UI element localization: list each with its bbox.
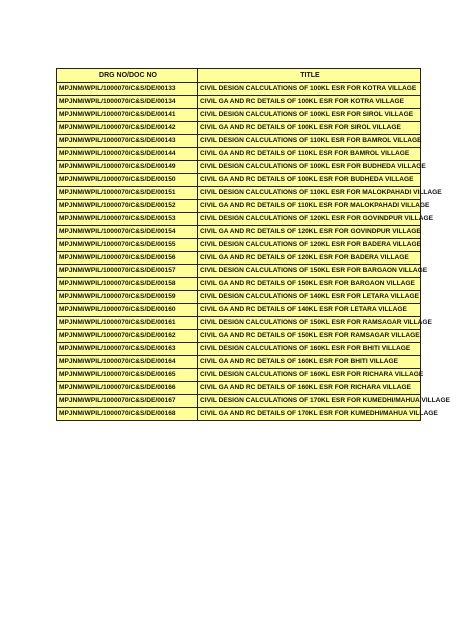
drg-no-cell[interactable]: MPJNM/WPIL/1000070/C&S/DE/00158 (57, 278, 198, 291)
drg-no-cell[interactable]: MPJNM/WPIL/1000070/C&S/DE/00168 (57, 408, 198, 421)
table-row (57, 304, 421, 317)
table-row (57, 356, 421, 369)
table-row (57, 382, 421, 395)
table-row (57, 122, 421, 135)
table-row (57, 395, 421, 408)
table-row (57, 213, 421, 226)
title-cell[interactable]: CIVIL DESIGN CALCULATIONS OF 100KL ESR FOR KOTRA VILLAGE (198, 83, 421, 96)
title-cell[interactable]: CIVIL DESIGN CALCULATIONS OF 110KL ESR FOR MALOKPAHADI VILLAGE (198, 187, 421, 200)
title-cell[interactable]: CIVIL GA AND RC DETAILS OF 110KL ESR FOR MALOKPAHADI VILLAGE (198, 200, 421, 213)
table-row (57, 148, 421, 161)
drg-no-cell[interactable]: MPJNM/WPIL/1000070/C&S/DE/00142 (57, 122, 198, 135)
table-row (57, 83, 421, 96)
title-cell[interactable]: CIVIL GA AND RC DETAILS OF 120KL ESR FOR BADERA VILLAGE (198, 252, 421, 265)
table-row (57, 278, 421, 291)
title-cell[interactable]: CIVIL GA AND RC DETAILS OF 150KL ESR FOR BARGAON VILLAGE (198, 278, 421, 291)
table-row (57, 239, 421, 252)
title-cell[interactable]: CIVIL DESIGN CALCULATIONS OF 120KL ESR FOR GOVINDPUR VILLAGE (198, 213, 421, 226)
table-row (57, 252, 421, 265)
title-cell[interactable]: CIVIL GA AND RC DETAILS OF 110KL ESR FOR BAMROL VILLAGE (198, 148, 421, 161)
drg-no-cell[interactable]: MPJNM/WPIL/1000070/C&S/DE/00156 (57, 252, 198, 265)
drg-no-cell[interactable]: MPJNM/WPIL/1000070/C&S/DE/00143 (57, 135, 198, 148)
drg-no-cell[interactable]: MPJNM/WPIL/1000070/C&S/DE/00154 (57, 226, 198, 239)
drg-no-cell[interactable]: MPJNM/WPIL/1000070/C&S/DE/00162 (57, 330, 198, 343)
table-row (57, 291, 421, 304)
drg-no-cell[interactable]: MPJNM/WPIL/1000070/C&S/DE/00161 (57, 317, 198, 330)
title-cell[interactable]: CIVIL DESIGN CALCULATIONS OF 110KL ESR FOR BAMROL VILLAGE (198, 135, 421, 148)
column-header-title[interactable]: TITLE (198, 69, 421, 83)
title-cell[interactable]: CIVIL DESIGN CALCULATIONS OF 100KL ESR FOR SIROL VILLAGE (198, 109, 421, 122)
drawing-register-table (56, 68, 450, 421)
drg-no-cell[interactable]: MPJNM/WPIL/1000070/C&S/DE/00167 (57, 395, 198, 408)
drg-no-cell[interactable]: MPJNM/WPIL/1000070/C&S/DE/00163 (57, 343, 198, 356)
header-row (57, 69, 421, 83)
title-cell[interactable]: CIVIL DESIGN CALCULATIONS OF 120KL ESR FOR BADERA VILLAGE (198, 239, 421, 252)
title-cell[interactable]: CIVIL GA AND RC DETAILS OF 100KL ESR FOR KOTRA VILLAGE (198, 96, 421, 109)
drg-no-cell[interactable]: MPJNM/WPIL/1000070/C&S/DE/00134 (57, 96, 198, 109)
title-cell[interactable]: CIVIL DESIGN CALCULATIONS OF 160KL ESR FOR BHITI VILLAGE (198, 343, 421, 356)
drg-no-cell[interactable]: MPJNM/WPIL/1000070/C&S/DE/00165 (57, 369, 198, 382)
drg-no-cell[interactable]: MPJNM/WPIL/1000070/C&S/DE/00151 (57, 187, 198, 200)
title-cell[interactable]: CIVIL DESIGN CALCULATIONS OF 150KL ESR FOR BARGAON VILLAGE (198, 265, 421, 278)
title-cell[interactable]: CIVIL GA AND RC DETAILS OF 160KL ESR FOR BHITI VILLAGE (198, 356, 421, 369)
spreadsheet-sheet (56, 68, 450, 421)
drg-no-cell[interactable]: MPJNM/WPIL/1000070/C&S/DE/00149 (57, 161, 198, 174)
drg-no-cell[interactable]: MPJNM/WPIL/1000070/C&S/DE/00141 (57, 109, 198, 122)
table-row (57, 265, 421, 278)
title-cell[interactable]: CIVIL DESIGN CALCULATIONS OF 100KL ESR FOR BUDHEDA VILLAGE (198, 161, 421, 174)
title-cell[interactable]: CIVIL DESIGN CALCULATIONS OF 150KL ESR FOR RAMSAGAR VILLAGE (198, 317, 421, 330)
drg-no-cell[interactable]: MPJNM/WPIL/1000070/C&S/DE/00133 (57, 83, 198, 96)
drg-no-cell[interactable]: MPJNM/WPIL/1000070/C&S/DE/00150 (57, 174, 198, 187)
column-header-drg-no[interactable]: DRG NO/DOC NO (57, 69, 198, 83)
drg-no-cell[interactable]: MPJNM/WPIL/1000070/C&S/DE/00166 (57, 382, 198, 395)
title-cell[interactable]: CIVIL GA AND RC DETAILS OF 140KL ESR FOR LETARA VILLAGE (198, 304, 421, 317)
drg-no-cell[interactable]: MPJNM/WPIL/1000070/C&S/DE/00160 (57, 304, 198, 317)
drg-no-cell[interactable]: MPJNM/WPIL/1000070/C&S/DE/00144 (57, 148, 198, 161)
title-cell[interactable]: CIVIL GA AND RC DETAILS OF 100KL ESR FOR SIROL VILLAGE (198, 122, 421, 135)
table-row (57, 343, 421, 356)
drg-no-cell[interactable]: MPJNM/WPIL/1000070/C&S/DE/00164 (57, 356, 198, 369)
table-row (57, 135, 421, 148)
title-cell[interactable]: CIVIL DESIGN CALCULATIONS OF 160KL ESR FOR RICHARA VILLAGE (198, 369, 421, 382)
table-row (57, 96, 421, 109)
drg-no-cell[interactable]: MPJNM/WPIL/1000070/C&S/DE/00152 (57, 200, 198, 213)
table-row (57, 200, 421, 213)
title-cell[interactable]: CIVIL GA AND RC DETAILS OF 120KL ESR FOR GOVINDPUR VILLAGE (198, 226, 421, 239)
drg-no-cell[interactable]: MPJNM/WPIL/1000070/C&S/DE/00157 (57, 265, 198, 278)
table-row (57, 109, 421, 122)
table-row (57, 369, 421, 382)
table-row (57, 174, 421, 187)
title-cell[interactable]: CIVIL GA AND RC DETAILS OF 150KL ESR FOR RAMSAGAR VILLAGE (198, 330, 421, 343)
drg-no-cell[interactable]: MPJNM/WPIL/1000070/C&S/DE/00159 (57, 291, 198, 304)
table-row (57, 408, 421, 421)
table-body (57, 83, 450, 421)
title-cell[interactable]: CIVIL GA AND RC DETAILS OF 160KL ESR FOR RICHARA VILLAGE (198, 382, 421, 395)
drg-no-cell[interactable]: MPJNM/WPIL/1000070/C&S/DE/00155 (57, 239, 198, 252)
title-cell[interactable]: CIVIL DESIGN CALCULATIONS OF 170KL ESR FOR KUMEDHI/MAHUA VILLAGE (198, 395, 421, 408)
table-row (57, 317, 421, 330)
title-cell[interactable]: CIVIL GA AND RC DETAILS OF 100KL ESR FOR BUDHEDA VILLAGE (198, 174, 421, 187)
table-row (57, 226, 421, 239)
table-row (57, 330, 421, 343)
title-cell[interactable]: CIVIL DESIGN CALCULATIONS OF 140KL ESR FOR LETARA VILLAGE (198, 291, 421, 304)
table-row (57, 187, 421, 200)
title-cell[interactable]: CIVIL GA AND RC DETAILS OF 170KL ESR FOR KUMEDHI/MAHUA VILLAGE (198, 408, 421, 421)
table-row (57, 161, 421, 174)
drg-no-cell[interactable]: MPJNM/WPIL/1000070/C&S/DE/00153 (57, 213, 198, 226)
